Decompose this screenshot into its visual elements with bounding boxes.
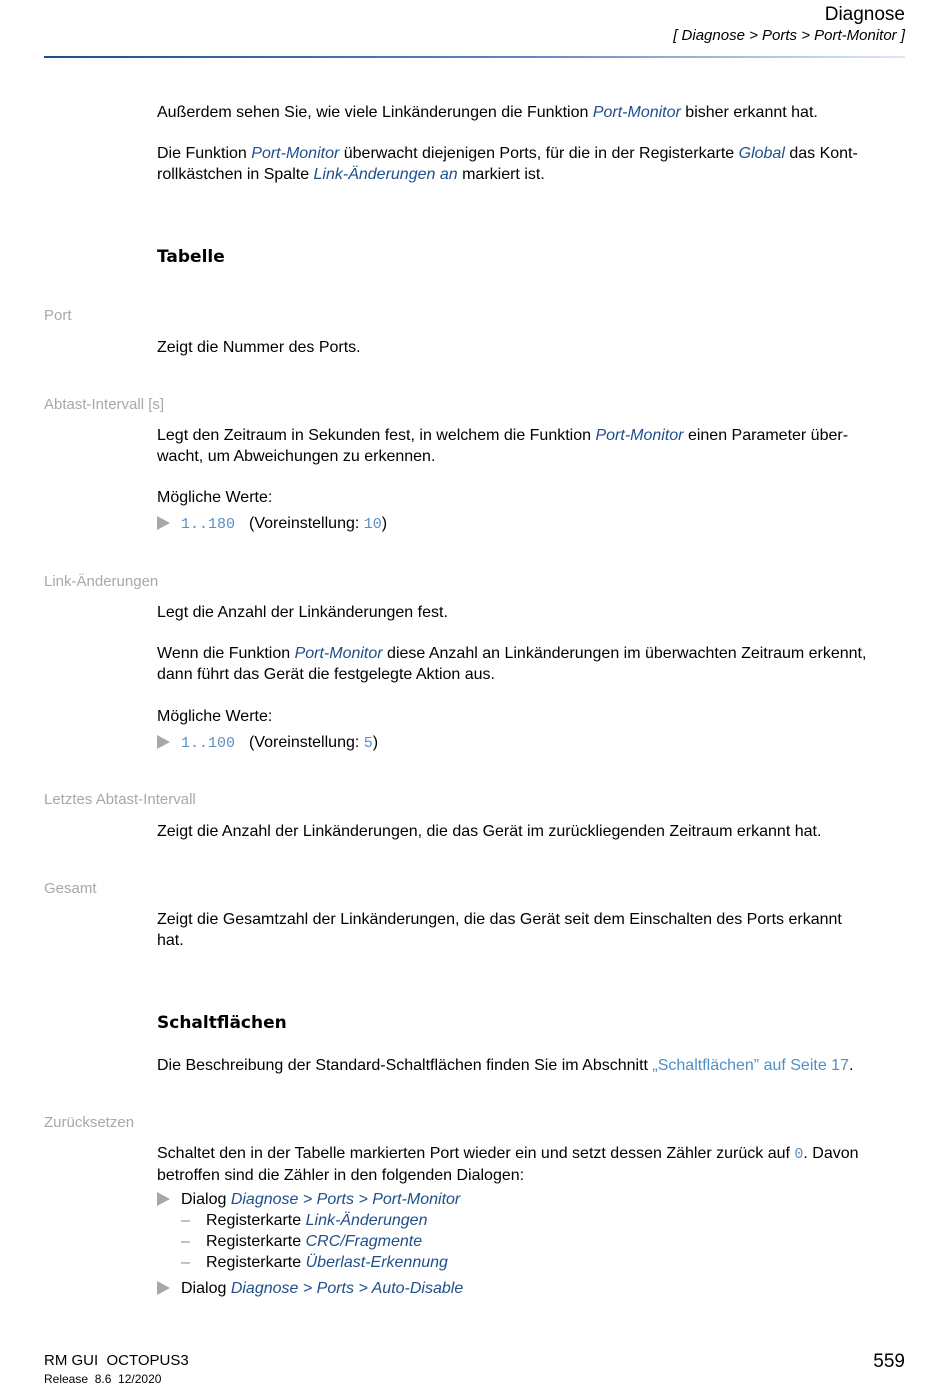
tab-word: Registerkarte [206, 1233, 302, 1250]
tab-link-link-changes[interactable]: Link-Änderungen [305, 1212, 428, 1229]
value-range: 1..100 [181, 735, 236, 752]
value-range-item [157, 732, 378, 754]
dialog-word: Dialog [181, 1280, 227, 1297]
dash-marker: – [181, 1254, 190, 1271]
field-desc-interval [157, 425, 905, 467]
desc-text: dann führt das Gerät die festgelegte Aktion aus. [157, 666, 495, 683]
desc-text: Zeigt die Gesamtzahl der Linkänderungen, die das Gerät seit dem Einschalten des Ports erkannt [157, 911, 842, 928]
possible-values-label: Mögliche Werte: [157, 708, 273, 725]
intro-text: überwacht diejenigen Ports, für die in der Registerkarte [339, 145, 739, 162]
desc-text: wacht, um Abweichungen zu erkennen. [157, 448, 436, 465]
intro-paragraph-1 [157, 102, 905, 123]
tab-link-crc-fragments[interactable]: CRC/Fragmente [305, 1233, 423, 1250]
buttons-section-link[interactable]: „Schaltflächen” auf Seite 17 [652, 1057, 849, 1074]
port-monitor-link[interactable]: Port-Monitor [592, 104, 681, 121]
tab-link-overload-detection[interactable]: Überlast-Erkennung [305, 1254, 448, 1271]
tab-item-overload-detection [181, 1252, 448, 1273]
desc-text: Die Beschreibung der Standard-Schaltflächen finden Sie im Abschnitt [157, 1057, 653, 1074]
tab-item-crc-fragments [181, 1231, 422, 1252]
page-number: 559 [873, 1351, 905, 1372]
bullet-triangle-icon [157, 516, 170, 530]
intro-paragraph-2 [157, 143, 905, 185]
global-tab-link[interactable]: Global [738, 145, 785, 162]
intro-text: Die Funktion [157, 145, 252, 162]
bullet-triangle-icon [157, 735, 170, 749]
dialog-item-auto-disable [157, 1278, 463, 1299]
dialog-item-port-monitor [157, 1189, 460, 1210]
dialog-link-port-monitor[interactable]: Diagnose > Ports > Port-Monitor [230, 1191, 461, 1208]
intro-text: rollkästchen in Spalte [157, 166, 314, 183]
intro-text: bisher erkannt hat. [680, 104, 818, 121]
tab-item-link-changes [181, 1210, 427, 1231]
link-changes-on-link[interactable]: Link-Änderungen an [313, 166, 458, 183]
page-header-title: Diagnose [824, 4, 905, 25]
desc-text: Wenn die Funktion [157, 645, 295, 662]
tab-word: Registerkarte [206, 1254, 302, 1271]
default-value: 10 [363, 516, 382, 533]
breadcrumb: [ Diagnose > Ports > Port-Monitor ] [673, 27, 905, 44]
dialog-link-auto-disable[interactable]: Diagnose > Ports > Auto-Disable [230, 1280, 464, 1297]
field-desc-total [157, 909, 905, 951]
port-monitor-link[interactable]: Port-Monitor [595, 427, 684, 444]
field-desc-link-changes-2 [157, 643, 905, 685]
default-text: ) [372, 734, 379, 751]
default-value: 5 [363, 735, 373, 752]
default-text: (Voreinstellung: [249, 734, 364, 751]
dialog-word: Dialog [181, 1191, 227, 1208]
possible-values-label: Mögliche Werte: [157, 489, 273, 506]
desc-text: Schaltet den in der Tabelle markierten Port wieder ein und setzt dessen Zähler zurück auf [157, 1145, 795, 1162]
field-label-total: Gesamt [44, 880, 97, 897]
dash-marker: – [181, 1233, 190, 1250]
default-text: (Voreinstellung: [249, 515, 364, 532]
intro-text: markiert ist. [457, 166, 545, 183]
value-range: 1..180 [181, 516, 236, 533]
field-desc-link-changes: Legt die Anzahl der Linkänderungen fest. [157, 604, 448, 621]
port-monitor-link[interactable]: Port-Monitor [251, 145, 340, 162]
desc-text: . Davon [803, 1145, 859, 1162]
field-label-reset: Zurücksetzen [44, 1114, 135, 1131]
dash-marker: – [181, 1212, 190, 1229]
desc-text: hat. [157, 932, 184, 949]
buttons-desc [157, 1055, 905, 1076]
field-desc-reset [157, 1143, 905, 1186]
bullet-triangle-icon [157, 1281, 170, 1295]
field-label-port: Port [44, 307, 72, 324]
footer-product: RM GUI OCTOPUS3 [44, 1352, 189, 1369]
field-desc-port: Zeigt die Nummer des Ports. [157, 339, 361, 356]
field-label-last-interval: Letztes Abtast-Intervall [44, 791, 196, 808]
desc-text: . [848, 1057, 854, 1074]
tab-word: Registerkarte [206, 1212, 302, 1229]
default-text: ) [381, 515, 388, 532]
desc-text: betroffen sind die Zähler in den folgenden Dialogen: [157, 1167, 525, 1184]
section-heading-buttons: Schaltflächen [157, 1013, 287, 1033]
desc-text: Legt den Zeitraum in Sekunden fest, in welchem die Funktion [157, 427, 596, 444]
intro-text: das Kont- [784, 145, 858, 162]
section-heading-table: Tabelle [157, 247, 225, 267]
field-label-interval: Abtast-Intervall [s] [44, 396, 165, 413]
header-divider [44, 56, 905, 58]
desc-text: einen Parameter über- [683, 427, 849, 444]
intro-text: Außerdem sehen Sie, wie viele Linkänderungen die Funktion [157, 104, 593, 121]
value-range-item [157, 513, 387, 535]
footer-release: Release 8.6 12/2020 [44, 1372, 162, 1386]
field-desc-last-interval: Zeigt die Anzahl der Linkänderungen, die das Gerät im zurückliegenden Zeitraum erkannt hat. [157, 823, 822, 840]
port-monitor-link[interactable]: Port-Monitor [294, 645, 383, 662]
reset-value: 0 [794, 1146, 804, 1163]
bullet-triangle-icon [157, 1192, 170, 1206]
field-label-link-changes: Link-Änderungen [44, 573, 159, 590]
desc-text: diese Anzahl an Linkänderungen im überwachten Zeitraum erkennt, [382, 645, 867, 662]
